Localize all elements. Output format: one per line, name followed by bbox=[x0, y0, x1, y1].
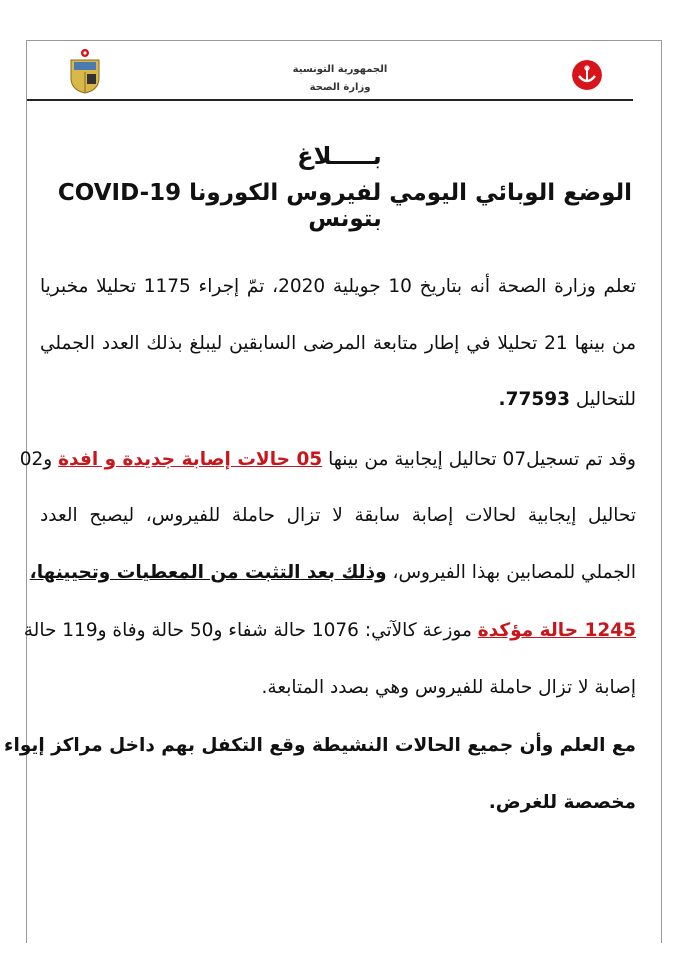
body-line: إصابة لا تزال حاملة للفيروس وهي بصدد المتابعة. bbox=[261, 677, 636, 698]
body-line bbox=[29, 562, 636, 583]
ministry-name: وزارة الصحة bbox=[309, 82, 371, 93]
body-line: تحاليل إيجابية لحالات إصابة سابقة لا تزال حاملة للفيروس، ليصبح العدد bbox=[40, 505, 636, 526]
body-line bbox=[19, 449, 636, 470]
announcement-label: بـــــلاغ bbox=[297, 142, 382, 170]
body-line bbox=[40, 389, 636, 410]
text: الجملي للمصابين بهذا الفيروس، bbox=[386, 562, 636, 583]
body-line: مع العلم وأن جميع الحالات النشيطة وقع التكفل بهم داخل مراكز إيواء bbox=[4, 735, 636, 756]
total-tests: 77593. bbox=[498, 389, 570, 410]
text: و02 bbox=[19, 449, 59, 470]
verification-note: وذلك بعد التثبت من المعطيات وتحيينها، bbox=[29, 562, 387, 583]
tunisia-coat-of-arms-icon bbox=[68, 48, 102, 94]
page-title: الوضع الوبائي اليومي لفيروس الكورونا COVID-19 بتونس bbox=[57, 180, 633, 232]
body-line: مخصصة للغرض. bbox=[488, 792, 636, 813]
new-cases-highlight: 05 حالات إصابة جديدة و افدة bbox=[58, 449, 323, 470]
body-line bbox=[23, 620, 636, 641]
ministry-of-health-logo-icon bbox=[572, 60, 602, 90]
body-line: تعلم وزارة الصحة أنه بتاريخ 10 جويلية 2020، تمّ إجراء 1175 تحليلا مخبريا bbox=[40, 276, 637, 297]
text: وقد تم تسجيل07 تحاليل إيجابية من بينها bbox=[322, 449, 636, 470]
header-divider bbox=[27, 99, 633, 101]
text: موزعة كالآتي: 1076 حالة شفاء و50 حالة وفاة و119 حالة bbox=[23, 620, 478, 641]
body-line: من بينها 21 تحليلا في إطار متابعة المرضى السابقين ليبلغ بذلك العدد الجملي bbox=[40, 333, 636, 354]
republic-name: الجمهورية التونسية bbox=[292, 64, 388, 75]
text: للتحاليل bbox=[569, 389, 636, 410]
confirmed-cases-highlight: 1245 حالة مؤكدة bbox=[477, 620, 636, 641]
